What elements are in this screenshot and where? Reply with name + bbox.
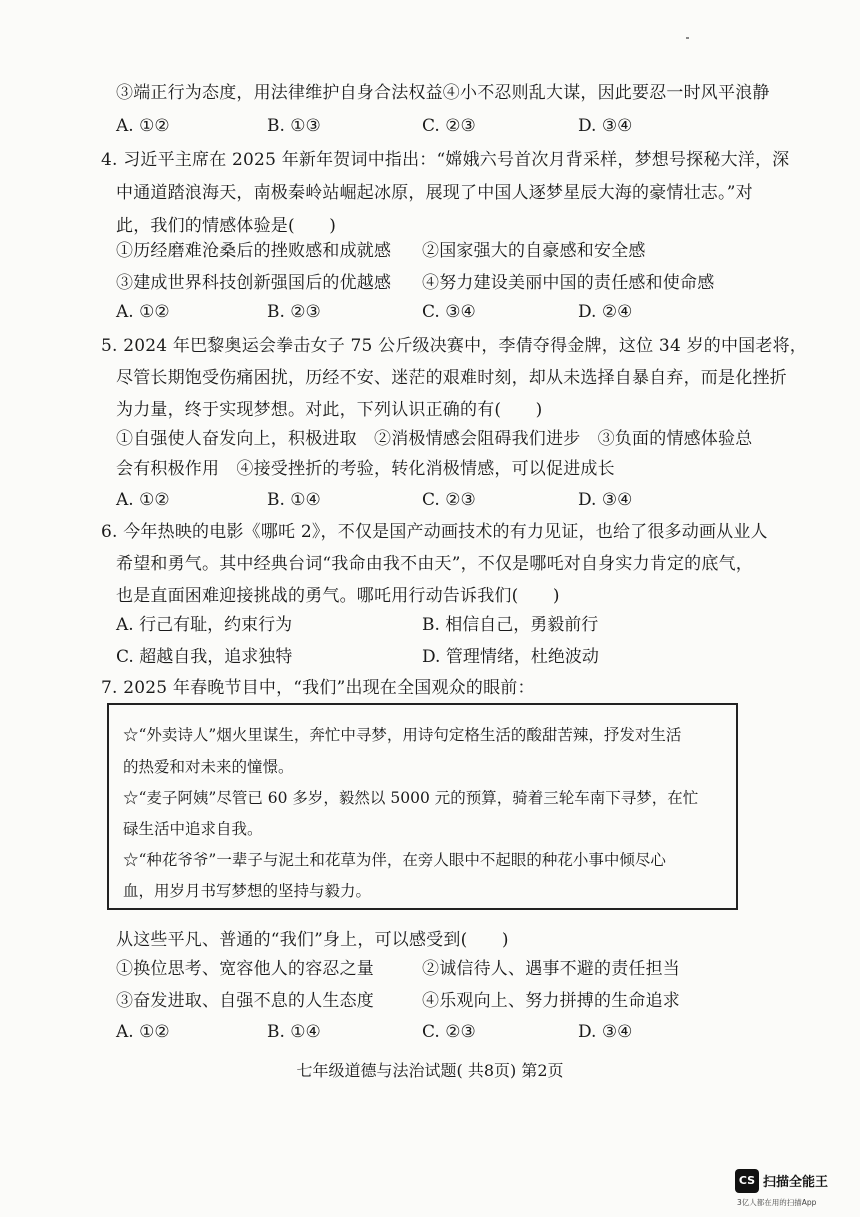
q7-material-line: ☆“外卖诗人”烟火里谋生，奔忙中寻梦，用诗句定格生活的酸甜苦辣，抒发对生活 [123,726,682,744]
q7-item: ②诚信待人、遇事不避的责任担当 [422,959,680,979]
q3-option-a: A. ①② [116,116,170,136]
scanner-watermark [735,1169,845,1209]
q6-stem-line: 6. 今年热映的电影《哪吒 2》，不仅是国产动画技术的有力见证，也给了很多动画从业人 [101,522,768,542]
q5-option-a: A. ①② [116,490,170,510]
q6-option-b: B. 相信自己，勇毅前行 [422,615,599,635]
q4-stem-line: 中通道踏浪海天，南极秦岭站崛起冰原，展现了中国人逐梦星辰大海的豪情壮志。”对 [116,183,753,203]
q5-stem-line: 为力量，终于实现梦想。对此，下列认识正确的有( ) [116,400,543,420]
scan-speck [686,37,689,39]
q3-option-d: D. ③④ [578,116,633,136]
q5-option-b: B. ①④ [267,490,321,510]
q4-item: ①历经磨难沧桑后的挫败感和成就感 [116,241,392,261]
q7-option-b: B. ①④ [267,1022,321,1042]
q7-option-a: A. ①② [116,1022,170,1042]
q7-option-c: C. ②③ [422,1022,476,1042]
q7-material-line: 血，用岁月书写梦想的坚持与毅力。 [123,882,372,900]
q7-material-line: ☆“麦子阿姨”尽管已 60 多岁，毅然以 5000 元的预算，骑着三轮车南下寻梦，在忙 [123,789,699,807]
q5-stem-line: 5. 2024 年巴黎奥运会拳击女子 75 公斤级决赛中，李倩夺得金牌，这位 34 岁的中国老将， [101,336,807,356]
q7-item: ④乐观向上、努力拼搏的生命追求 [422,991,680,1011]
q7-material-line: ☆“种花爷爷”一辈子与泥土和花草为伴，在旁人眼中不起眼的种花小事中倾尽心 [123,851,666,869]
q5-option-d: D. ③④ [578,490,633,510]
q4-item: ④努力建设美丽中国的责任感和使命感 [422,273,715,293]
q3-option-c: C. ②③ [422,116,476,136]
q6-stem-line: 也是直面困难迎接挑战的勇气。哪吒用行动告诉我们( ) [116,586,560,606]
q5-item-line: ①自强使人奋发向上，积极进取 ②消极情感会阻碍我们进步 ③负面的情感体验总 [116,429,753,449]
q7-material-line: 的热爱和对未来的憧憬。 [123,758,294,776]
q4-stem-line: 此，我们的情感体验是( ) [116,216,337,236]
q4-item: ③建成世界科技创新强国后的优越感 [116,273,392,293]
camscanner-logo-icon: CS [735,1169,759,1193]
q3-item-line: ③端正行为态度，用法律维护自身合法权益④小不忍则乱大谋，因此要忍一时风平浪静 [116,83,770,103]
q7-stem: 7. 2025 年春晚节目中，“我们”出现在全国观众的眼前： [101,678,535,698]
q7-item: ③奋发进取、自强不息的人生态度 [116,991,374,1011]
q7-material-line: 碌生活中追求自我。 [123,820,263,838]
q4-option-c: C. ③④ [422,302,476,322]
q4-option-a: A. ①② [116,302,170,322]
page-footer: 七年级道德与法治试题( 共8页) 第2页 [296,1061,564,1080]
q7-material-box [107,703,738,910]
q6-option-a: A. 行己有耻，约束行为 [116,615,293,635]
q5-item-line: 会有积极作用 ④接受挫折的考验，转化消极情感，可以促进成长 [116,459,615,479]
q7-item: ①换位思考、宽容他人的容忍之量 [116,959,374,979]
watermark-name: 扫描全能王 [763,1175,829,1190]
q3-option-b: B. ①③ [267,116,321,136]
q6-option-c: C. 超越自我，追求独特 [116,647,293,667]
q4-option-b: B. ②③ [267,302,321,322]
watermark-tagline: 3亿人都在用的扫描App [737,1198,817,1207]
q4-item: ②国家强大的自豪感和安全感 [422,241,646,261]
q6-option-d: D. 管理情绪，杜绝波动 [422,647,599,667]
q4-option-d: D. ②④ [578,302,633,322]
q5-stem-line: 尽管长期饱受伤痛困扰，历经不安、迷茫的艰难时刻，却从未选择自暴自弃，而是化挫折 [116,368,787,388]
q7-question: 从这些平凡、普通的“我们”身上，可以感受到( ) [116,930,509,950]
q6-stem-line: 希望和勇气。其中经典台词“我命由我不由天”，不仅是哪吒对自身实力肯定的底气， [116,554,753,574]
q5-option-c: C. ②③ [422,490,476,510]
q4-stem-line: 4. 习近平主席在 2025 年新年贺词中指出：“嫦娥六号首次月背采样，梦想号探秘大洋，深 [101,150,790,170]
q7-option-d: D. ③④ [578,1022,633,1042]
